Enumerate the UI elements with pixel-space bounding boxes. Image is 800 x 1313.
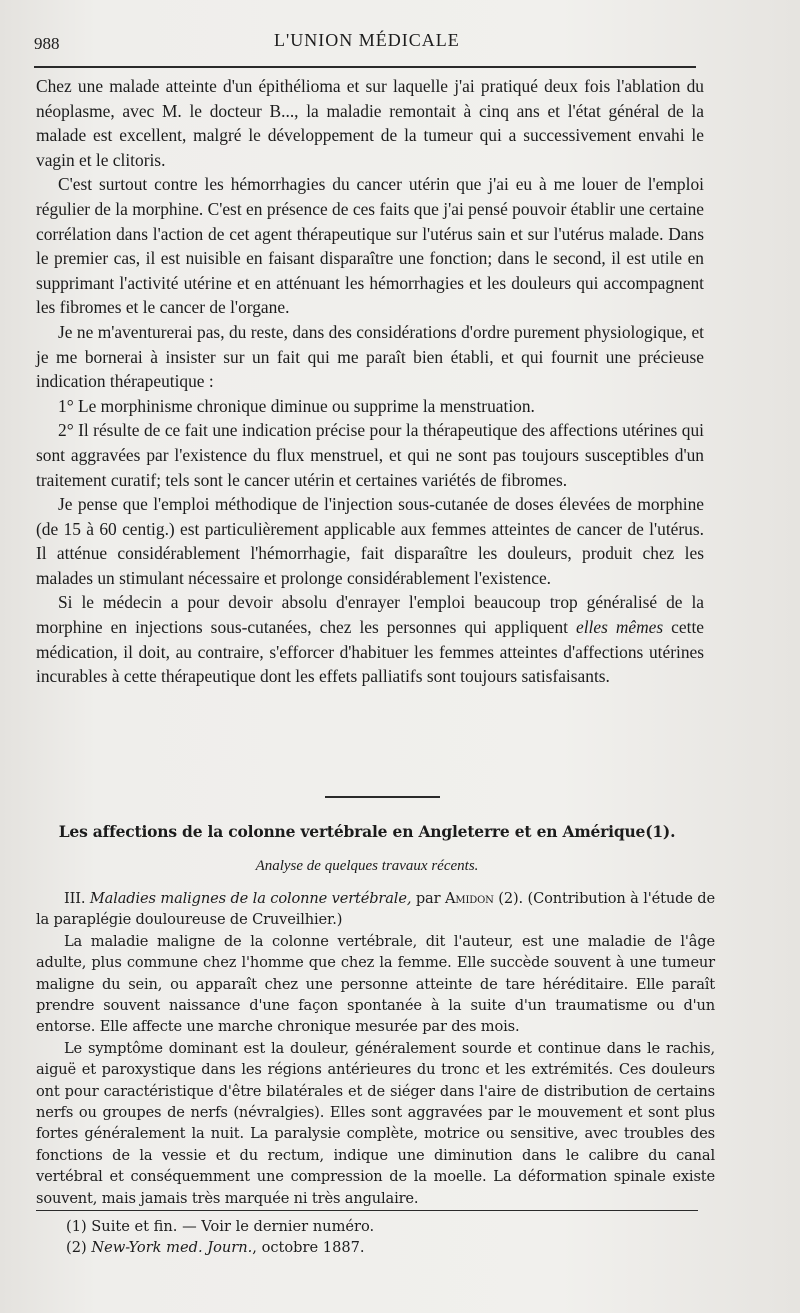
paragraph-text: cette médication, il doit, au contraire, s'efforcer d'habituer les femmes atteintes d'affections utérines incurables à cette thérapeutique dont les effets palliatifs sont toujours satisfaisants. [36,617,704,687]
section-subtitle: Analyse de quelques travaux récents. [255,858,479,874]
footnote-2-text: , octobre 1887. [252,1239,365,1256]
running-head: L'UNION MÉDICALE [274,30,460,50]
paragraph: Le symptôme dominant est la douleur, généralement sourde et continue dans le rachis, aiguë et paroxystique dans les régions antérieures du tronc et les extrémités. Ces douleurs ont pour caractéristique d'être bilatérales et de siéger dans l'aire de distribution de certains nerfs ou groupes de nerfs (névralgies). Elles sont aggravées par le mouvement et sont plus fortes généralement la nuit. La paralysie complète, motrice ou sensitive, avec troubles des fonctions de la vessie et du rectum, indique une diminution dans le calibre du canal vertébral et conséquemment une compression de la moelle. La déformation spinale existe souvent, mais jamais très marquée ni très angulaire. [36,1039,715,1207]
footnote-rule [36,1210,698,1211]
author-name: Amidon [444,890,494,907]
work-title: Maladies malignes de la colonne vertébrale, [89,890,412,907]
footnote-1: (1) Suite et fin. — Voir le dernier numéro. [66,1218,375,1235]
page-header [34,30,696,60]
journal-title: New-York med. Journ. [91,1239,253,1256]
section-title-text: Les affections de la colonne vertébrale en Angleterre et en Amérique [58,822,646,841]
paragraph: Je pense que l'emploi méthodique de l'injection sous-cutanée de doses élevées de morphine (de 15 à 60 centig.) est particulièrement applicable aux femmes atteintes de cancer de l'utérus. Il atténue considérablement l'hémorrhagie, fait disparaître les douleurs, produit chez les malades un stimulant nécessaire et prolonge considérablement l'existence. [36,494,704,588]
paragraph-text: (2). (Contribution à l'étude de la paraplégie douloureuse de Cruveilhier.) [36,890,715,929]
paragraph: 2° Il résulte de ce fait une indication précise pour la thérapeutique des affections utérines qui sont aggravées par l'existence du flux menstruel, et qui ne sont pas toujours susceptibles d'un traitement curatif; tels sont le cancer utérin et certaines variétés de fibromes. [36,420,704,490]
footnotes [66,1216,686,1258]
paragraph: C'est surtout contre les hémorrhagies du cancer utérin que j'ai eu à me louer de l'emploi régulier de la morphine. C'est en présence de ces faits que j'ai pensé pouvoir établir une certaine corrélation dans l'action de cet agent thérapeutique sur l'utérus sain et sur l'utérus malade. Dans le premier cas, il est nuisible en faisant disparaître une fonction; dans le second, il est utile en supprimant l'activité utérine et en atténuant les hémorrhagies et les douleurs qui accompagnent les fibromes et le cancer de l'organe. [36,174,704,318]
article-body-upper [36,74,704,689]
section-title [34,822,700,841]
paragraph: Chez une malade atteinte d'un épithélioma et sur laquelle j'ai pratiqué deux fois l'ablation du néoplasme, avec M. le docteur B..., la maladie remontait à cinq ans et l'état général de la malade est excellent, malgré le développement de la tumeur qui a successivement envahi le vagin et le clitoris. [36,76,704,170]
footnote-ref: (1). [645,822,676,841]
header-rule [34,66,696,68]
italic-phrase: elles mêmes [575,617,664,638]
section-number: III. [64,890,86,907]
paragraph [36,888,715,931]
footnote-2 [66,1237,686,1258]
section-separator [325,796,440,798]
paragraph: Je ne m'aventurerai pas, du reste, dans des considérations d'ordre purement physiologique, et je me bornerai à insister sur un fait qui me paraît bien établi, et qui fournit une précieuse indication thérapeutique : [36,321,704,392]
paragraph [36,590,704,688]
page-number: 988 [34,34,60,53]
footnote-2-number: (2) [66,1239,92,1256]
paragraph: La maladie maligne de la colonne vertébrale, dit l'auteur, est une maladie de l'âge adulte, plus commune chez l'homme que chez la femme. Elle succède souvent à une tumeur maligne du sein, ou apparaît chez une personne atteinte de tare héréditaire. Elle paraît prendre souvent naissance d'une façon spontanée à la suite d'un traumatisme ou d'un entorse. Elle affecte une marche chronique mesurée par des mois. [36,932,715,1036]
paragraph-text: par [411,890,445,907]
article-body-lower [36,888,715,1209]
paragraph-text: Si le médecin a pour devoir absolu d'enrayer l'emploi beaucoup trop généralisé de la morphine en injections sous-cutanées, chez les personnes qui appliquent [36,592,704,638]
paragraph: 1° Le morphinisme chronique diminue ou supprime la menstruation. [58,395,535,416]
